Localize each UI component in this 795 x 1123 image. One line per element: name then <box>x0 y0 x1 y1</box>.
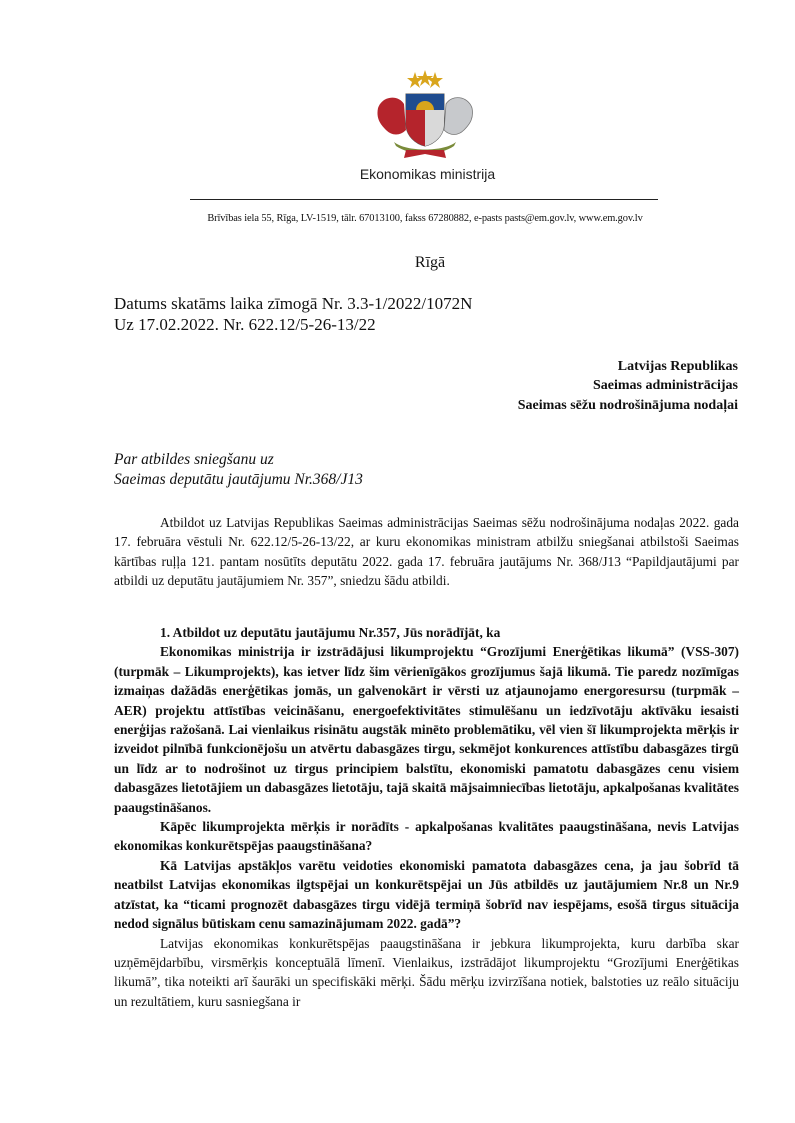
reference-line-1: Datums skatāms laika zīmogā Nr. 3.3-1/2022/1072N <box>114 294 473 313</box>
body-text <box>114 623 739 1011</box>
shield-icon <box>406 94 444 146</box>
question-heading: 1. Atbildot uz deputātu jautājumu Nr.357, Jūs norādījāt, ka <box>160 625 501 640</box>
intro-paragraph-block <box>114 513 739 591</box>
griffin-icon <box>444 98 473 135</box>
quoted-answer: Ekonomikas ministrija ir izstrādājusi likumprojektu “Grozījumi Enerģētikas likumā” (VSS-307) (turpmāk – Likumprojekts), kas ietver līdz šim vērienīgākos grozījumus šajā likumā. Tie paredz nozīmīgas izmaiņas dažādās enerģētikas jomās, un galvenokārt ir vērsti uz atjaunojamo energoresursu (turpmāk – AER) projektu attīstības veicināšanu, energoefektivitātes stimulēšanu un iedzīvotāju aktīvāku iesaisti enerģijas ražošanā. Lai vienlaikus risinātu augstāk minēto problemātiku, vēl vien šī likumprojekta mērķis ir izveidot pilnībā funkcionējošu un atvērtu dabasgāzes tirgu, sekmējot konkurences attīstību dabasgāzes tirgū un līdz ar to nodrošinot uz tirgus principiem balstītu, ekonomiski pamatotu dabasgāzes cenu visiem dabasgāzes lietotājiem un dabasgāzes lietotāju, tajā skaitā mājsaimniecības lietotāju, apkalpošanas kvalitātes paaugstināšanos. <box>114 644 739 815</box>
answer-paragraph: Latvijas ekonomikas konkurētspējas paaugstināšana ir jebkura likumprojekta, kuru darbība skar uzņēmējdarbību, virsmērķis konceptuālā līmenī. Vienlaikus, izstrādājot likumprojektu “Grozījumi Enerģētikas likumā”, tika noteikti arī šaurāki un specifiskāki mērķi. Šādu mērķu izvirzīšana notiek, balstoties uz reālo situāciju un rezultātiem, kuru sasniegšana ir <box>114 935 739 1009</box>
subject-line: Par atbildes sniegšanu uz <box>114 451 274 468</box>
recipient-line: Saeimas sēžu nodrošinājuma nodaļai <box>517 398 738 413</box>
header-divider <box>190 199 658 200</box>
intro-paragraph: Atbildot uz Latvijas Republikas Saeimas administrācijas Saeimas sēžu nodrošinājuma nodaļas 2022. gada 17. februāra vēstuli Nr. 622.12/5-26-13/22, ar kuru ekonomikas ministram atbilžu sniegšanai atbilstoši Saeimas kārtības ruļļa 121. pantam nosūtīts deputātu 2022. gada 17. februāra jautājums Nr. 368/J13 “Papildjautājumi par atbildi uz deputātu jautājumiem Nr. 357”, sniedzu šādu atbildi. <box>114 515 739 589</box>
question-paragraph: Kāpēc likumprojekta mērķis ir norādīts - apkalpošanas kvalitātes paaugstināšana, nevis Latvijas ekonomikas konkurētspējas paaugstināšana? <box>114 819 739 854</box>
lion-icon <box>377 98 406 135</box>
coat-of-arms-logo <box>370 70 480 160</box>
stars-icon <box>407 70 443 88</box>
recipient-line: Saeimas administrācijas <box>592 378 738 393</box>
ribbon-icon <box>404 150 446 158</box>
recipient-line: Latvijas Republikas <box>617 359 738 374</box>
ministry-address: Brīvības iela 55, Rīga, LV-1519, tālr. 67013100, fakss 67280882, e-pasts pasts@em.gov.lv, www.em.gov.lv <box>207 213 643 224</box>
question-paragraph: Kā Latvijas apstākļos varētu veidoties ekonomiski pamatota dabasgāzes cena, ja jau šobrīd tā neatbilst Latvijas ekonomikas ilgtspējai un konkurētspējai un Jūs atbildēs uz jautājumiem Nr.8 un Nr.9 atzīstat, ka “ticami prognozēt dabasgāzes tirgu vidējā termiņā šobrīd nav iespējams, esošā tirgus situācija nedod signālus būtiskam cenu samazinājumam 2022. gadā”? <box>114 857 739 932</box>
city-line: Rīgā <box>414 254 446 271</box>
reference-line-2: Uz 17.02.2022. Nr. 622.12/5-26-13/22 <box>114 315 376 334</box>
subject-line: Saeimas deputātu jautājumu Nr.368/J13 <box>114 471 363 488</box>
ministry-name: Ekonomikas ministrija <box>359 166 496 182</box>
